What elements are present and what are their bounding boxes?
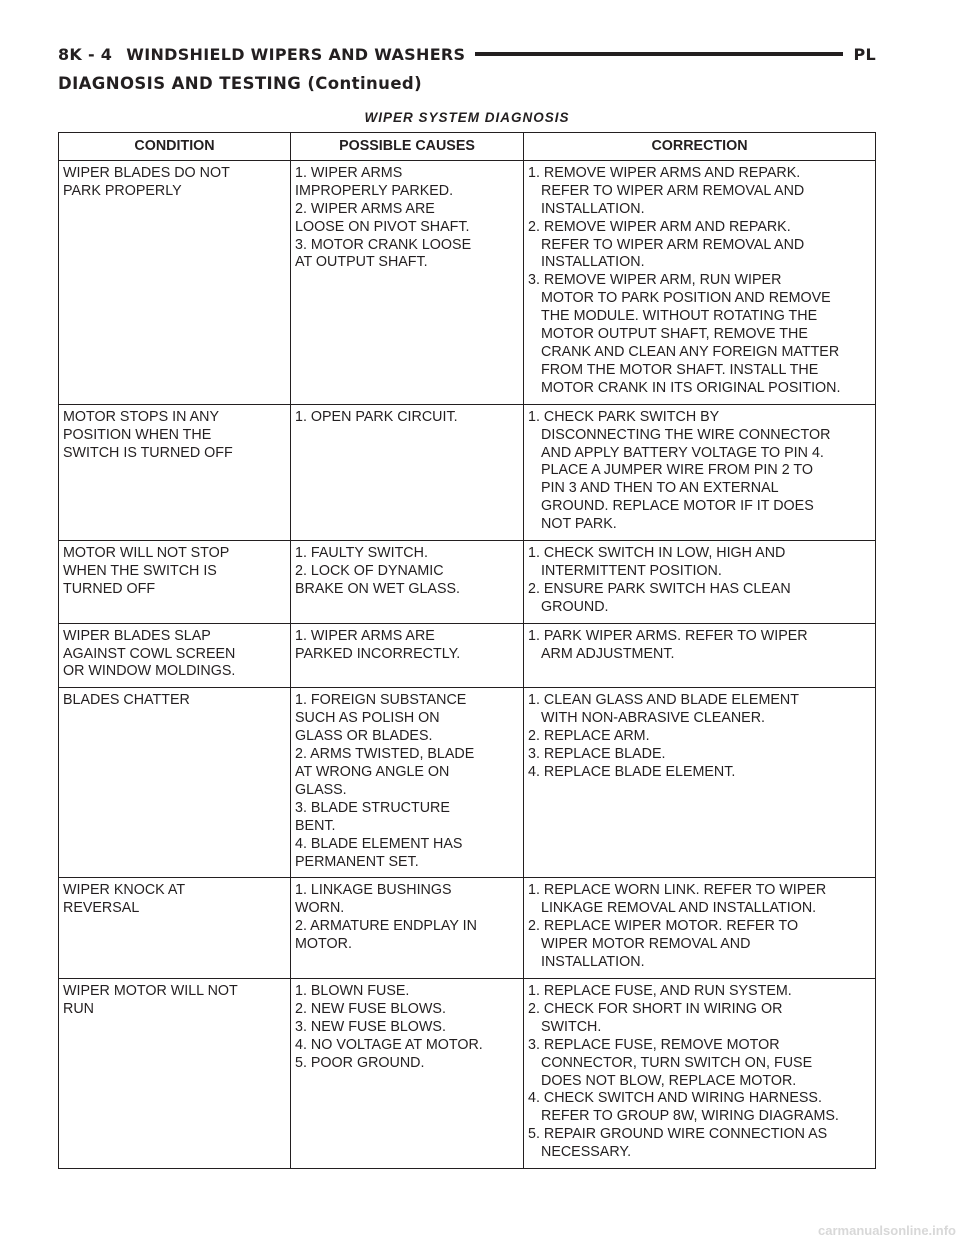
cell-line: 2. REPLACE WIPER MOTOR. REFER TO [528,918,799,935]
cell-line: PLACE A JUMPER WIRE FROM PIN 2 TO [541,462,813,479]
cell-line: WIPER KNOCK AT [63,882,186,899]
diagnosis-table [58,132,876,1169]
cell-line: WIPER MOTOR WILL NOT [63,982,238,999]
cell-line: 2. ARMS TWISTED, BLADE [295,746,475,763]
cell-line: 1. REMOVE WIPER ARMS AND REPARK. [528,164,801,181]
cell-line: 1. WIPER ARMS ARE [295,627,435,644]
cell-line: 1. CLEAN GLASS AND BLADE ELEMENT [528,692,799,709]
cell-line: WITH NON-ABRASIVE CLEANER. [541,710,766,727]
cell-line: REFER TO WIPER ARM REMOVAL AND [541,236,805,253]
cell-line: WIPER BLADES DO NOT [63,164,230,181]
cell-causes [291,541,524,624]
cell-correction [524,623,876,688]
cell-line: 3. BLADE STRUCTURE [295,799,450,816]
cell-correction [524,541,876,624]
cell-line: NOT PARK. [541,516,617,533]
cell-condition [59,878,291,979]
cell-line: INSTALLATION. [541,954,645,971]
cell-line: AGAINST COWL SCREEN [63,645,236,662]
cell-line: 2. REPLACE ARM. [528,728,650,745]
cell-causes [291,688,524,878]
cell-line: AT WRONG ANGLE ON [295,764,450,780]
cell-line: PARK PROPERLY [63,182,182,199]
cell-causes [291,978,524,1168]
cell-line: CRANK AND CLEAN ANY FOREIGN MATTER [541,343,840,360]
cell-line: POSITION WHEN THE [63,426,212,443]
cell-line: AND APPLY BATTERY VOLTAGE TO PIN 4. [541,444,824,461]
cell-line: DOES NOT BLOW, REPLACE MOTOR. [541,1072,797,1089]
cell-condition [59,688,291,878]
cell-line: MOTOR TO PARK POSITION AND REMOVE [541,290,831,307]
cell-line: DISCONNECTING THE WIRE CONNECTOR [541,426,831,443]
cell-line: 2. WIPER ARMS ARE [295,200,435,217]
cell-line: INSTALLATION. [541,254,645,271]
cell-line: FROM THE MOTOR SHAFT. INSTALL THE [541,361,819,378]
chapter-title: WINDSHIELD WIPERS AND WASHERS [126,44,466,64]
header-rule [475,52,843,56]
cell-line: 5. REPAIR GROUND WIRE CONNECTION AS [528,1126,828,1143]
cell-line: GROUND. REPLACE MOTOR IF IT DOES [541,498,814,515]
cell-correction [524,978,876,1168]
header-condition: CONDITION [59,133,291,161]
cell-line: RUN [63,1000,94,1017]
cell-line: 3. NEW FUSE BLOWS. [295,1018,446,1035]
table-row [59,404,876,540]
cell-line: WHEN THE SWITCH IS [63,562,217,579]
cell-correction [524,160,876,404]
cell-line: LINKAGE REMOVAL AND INSTALLATION. [541,900,817,917]
table-row [59,623,876,688]
cell-line: 3. REMOVE WIPER ARM, RUN WIPER [528,272,782,289]
table-row [59,978,876,1168]
cell-line: MOTOR STOPS IN ANY [63,408,219,425]
cell-line: 1. WIPER ARMS [295,164,403,181]
cell-line: SUCH AS POLISH ON [295,710,440,727]
cell-line: 1. CHECK SWITCH IN LOW, HIGH AND [528,545,786,562]
cell-line: 4. CHECK SWITCH AND WIRING HARNESS. [528,1090,822,1107]
table-title: WIPER SYSTEM DIAGNOSIS [364,110,570,125]
cell-line: 1. REPLACE FUSE, AND RUN SYSTEM. [528,982,792,999]
header-correction: CORRECTION [524,133,876,161]
cell-line: 2. LOCK OF DYNAMIC [295,562,444,579]
cell-line: 1. LINKAGE BUSHINGS [295,882,452,899]
cell-line: WORN. [295,900,345,917]
cell-line: MOTOR WILL NOT STOP [63,545,230,562]
cell-line: 4. BLADE ELEMENT HAS [295,835,463,852]
cell-line: ARM ADJUSTMENT. [541,645,675,662]
table-row [59,878,876,979]
cell-line: LOOSE ON PIVOT SHAFT. [295,218,470,235]
cell-causes [291,878,524,979]
cell-line: AT OUTPUT SHAFT. [295,254,428,271]
table-row [59,160,876,404]
cell-line: 4. REPLACE BLADE ELEMENT. [528,764,736,780]
cell-line: 2. ARMATURE ENDPLAY IN [295,918,477,935]
cell-line: SWITCH IS TURNED OFF [63,444,233,461]
cell-line: REFER TO GROUP 8W, WIRING DIAGRAMS. [541,1108,839,1125]
cell-line: 1. CHECK PARK SWITCH BY [528,408,720,425]
cell-correction [524,688,876,878]
cell-line: MOTOR OUTPUT SHAFT, REMOVE THE [541,326,808,343]
header-possible-causes: POSSIBLE CAUSES [291,133,524,161]
cell-line: WIPER BLADES SLAP [63,627,211,644]
cell-line: MOTOR. [295,936,352,953]
cell-correction [524,878,876,979]
cell-line: 2. NEW FUSE BLOWS. [295,1000,446,1017]
cell-line: 2. ENSURE PARK SWITCH HAS CLEAN [528,580,791,597]
cell-line: GLASS. [295,781,347,798]
table-row [59,541,876,624]
cell-line: 3. REPLACE BLADE. [528,746,666,763]
cell-correction [524,404,876,540]
cell-line: TURNED OFF [63,580,156,597]
cell-line: 2. CHECK FOR SHORT IN WIRING OR [528,1000,783,1017]
page-header [58,42,876,66]
cell-line: PARKED INCORRECTLY. [295,645,461,662]
cell-line: INSTALLATION. [541,200,645,217]
cell-line: 1. REPLACE WORN LINK. REFER TO WIPER [528,882,827,899]
cell-line: INTERMITTENT POSITION. [541,562,722,579]
cell-causes [291,404,524,540]
cell-condition [59,541,291,624]
cell-line: 3. MOTOR CRANK LOOSE [295,236,472,253]
cell-line: OR WINDOW MOLDINGS. [63,663,236,680]
cell-line: 1. FOREIGN SUBSTANCE [295,692,467,709]
cell-line: SWITCH. [541,1018,602,1035]
cell-line: WIPER MOTOR REMOVAL AND [541,936,751,953]
cell-line: 2. REMOVE WIPER ARM AND REPARK. [528,218,791,235]
cell-condition [59,623,291,688]
cell-line: BRAKE ON WET GLASS. [295,580,460,597]
section-title: DIAGNOSIS AND TESTING (Continued) [58,74,423,93]
cell-line: THE MODULE. WITHOUT ROTATING THE [541,308,818,325]
cell-line: PERMANENT SET. [295,853,419,870]
cell-line: GLASS OR BLADES. [295,728,433,745]
cell-line: BLADES CHATTER [63,692,190,709]
cell-line: GROUND. [541,598,609,615]
cell-line: REVERSAL [63,900,140,917]
model-code: PL [853,44,876,64]
cell-line: 1. BLOWN FUSE. [295,982,410,999]
cell-line: 5. POOR GROUND. [295,1054,425,1071]
cell-line: 4. NO VOLTAGE AT MOTOR. [295,1036,483,1053]
cell-condition [59,404,291,540]
cell-line: 1. OPEN PARK CIRCUIT. [295,408,458,425]
cell-line: CONNECTOR, TURN SWITCH ON, FUSE [541,1054,813,1071]
table-header-row [59,133,876,161]
cell-causes [291,623,524,688]
cell-line: REFER TO WIPER ARM REMOVAL AND [541,182,805,199]
table-row [59,688,876,878]
cell-line: BENT. [295,817,336,834]
cell-line: 1. PARK WIPER ARMS. REFER TO WIPER [528,627,808,644]
cell-line: MOTOR CRANK IN ITS ORIGINAL POSITION. [541,379,841,396]
cell-condition [59,160,291,404]
cell-line: 1. FAULTY SWITCH. [295,545,428,562]
page-number: 8K - 4 [58,44,113,64]
cell-line: IMPROPERLY PARKED. [295,182,454,199]
cell-condition [59,978,291,1168]
cell-causes [291,160,524,404]
watermark: carmanualsonline.info [818,1223,956,1238]
cell-line: 3. REPLACE FUSE, REMOVE MOTOR [528,1036,780,1053]
cell-line: NECESSARY. [541,1144,632,1161]
cell-line: PIN 3 AND THEN TO AN EXTERNAL [541,480,779,497]
